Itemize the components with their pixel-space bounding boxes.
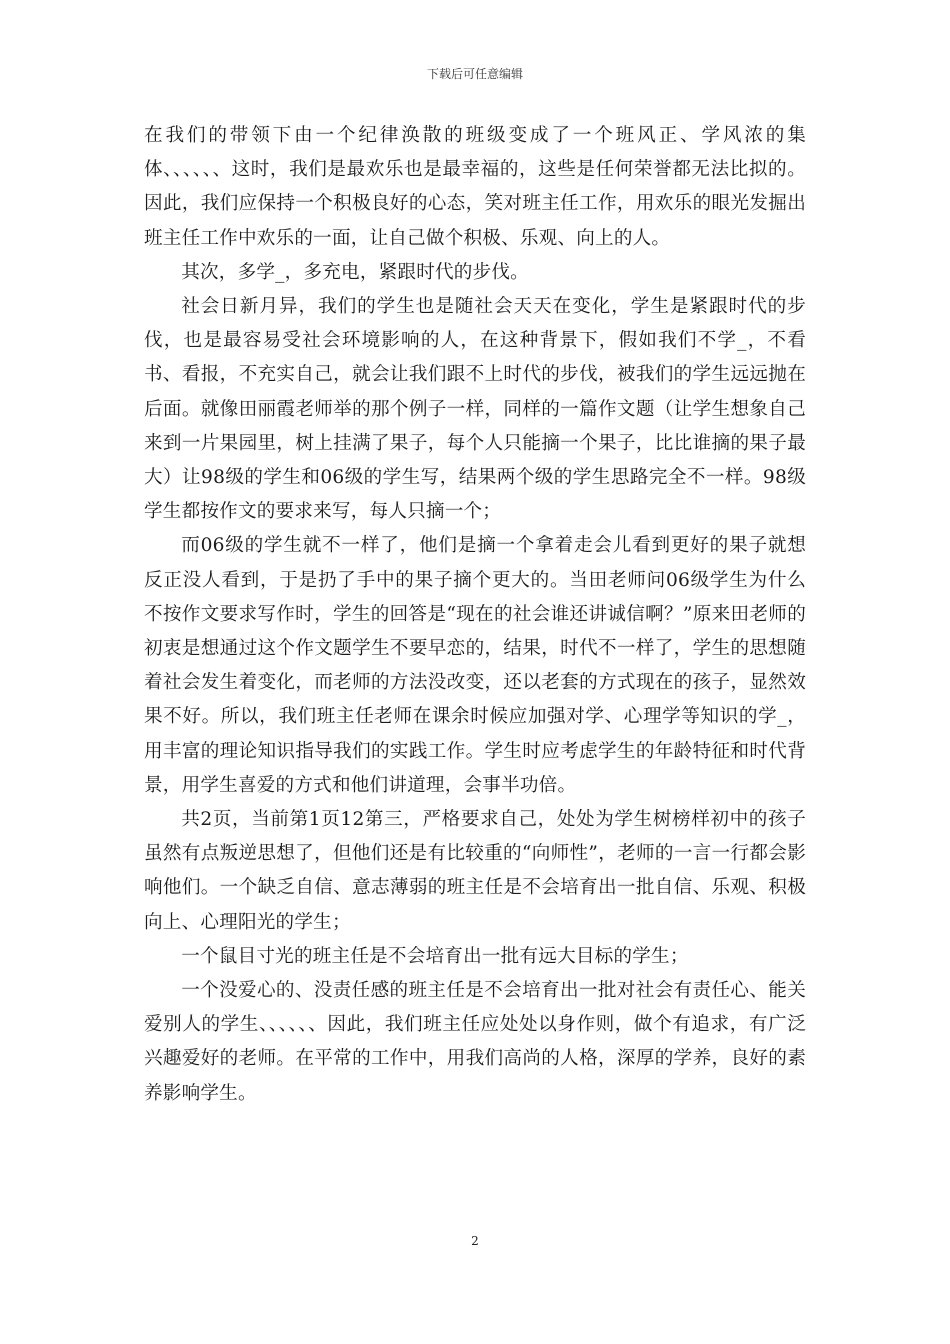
- page-header: 下载后可任意编辑: [426, 67, 523, 81]
- paragraph-1: 在我们的带领下由一个纪律涣散的班级变成了一个班风正、学风浓的集体、、、、、、这时，我们是最欢乐也是最幸福的，这些是任何荣誉都无法比拟的。因此，我们应保持一个积极良好的心态，笑对班主任工作，用欢乐的眼光发掘出班主任工作中欢乐的一面，让自己做个积极、乐观、向上的人。: [144, 125, 806, 249]
- paragraph-3: 社会日新月异，我们的学生也是随社会天天在变化，学生是紧跟时代的步伐，也是最容易受社会环境影响的人，在这种背景下，假如我们不学_，不看书、看报，不充实自己，就会让我们跟不上时代的步伐，被我们的学生远远抛在后面。就像田丽霞老师举的那个例子一样，同样的一篇作文题（让学生想象自己来到一片果园里，树上挂满了果子，每个人只能摘一个果子，比比谁摘的果子最大）让98级的学生和06级的学生写，结果两个级的学生思路完全不一样。98级学生都按作文的要求来写，每人只摘一个；: [144, 296, 806, 523]
- paragraph-7: 一个没爱心的、没责任感的班主任是不会培育出一批对社会有责任心、能关爱别人的学生、、、、、、因此，我们班主任应处处以身作则，做个有追求，有广泛兴趣爱好的老师。在平常的工作中，用我们高尚的人格，深厚的学养，良好的素养影响学生。: [144, 980, 806, 1104]
- paragraph-2: 其次，多学_，多充电，紧跟时代的步伐。: [181, 261, 529, 283]
- page-number: 2: [471, 1234, 479, 1248]
- paragraph-5: 共2页，当前第1页12第三，严格要求自己，处处为学生树榜样初中的孩子虽然有点叛逆思想了，但他们还是有比较重的“向师性”，老师的一言一行都会影响他们。一个缺乏自信、意志薄弱的班主任是不会培育出一批自信、乐观、积极向上、心理阳光的学生；: [144, 809, 806, 933]
- document-body: [144, 119, 806, 1111]
- paragraph-4: 而06级的学生就不一样了，他们是摘一个拿着走会儿看到更好的果子就想反正没人看到，于是扔了手中的果子摘个更大的。当田老师问06级学生为什么不按作文要求写作时，学生的回答是“现在的社会谁还讲诚信啊？”原来田老师的初衷是想通过这个作文题学生不要早恋的，结果，时代不一样了，学生的思想随着社会发生着变化，而老师的方法没改变，还以老套的方式现在的孩子，显然效果不好。所以，我们班主任老师在课余时候应加强对学、心理学等知识的学_，用丰富的理论知识指导我们的实践工作。学生时应考虑学生的年龄特征和时代背景，用学生喜爱的方式和他们讲道理，会事半功倍。: [144, 535, 806, 796]
- paragraph-6: 一个鼠目寸光的班主任是不会培育出一批有远大目标的学生；: [181, 945, 689, 967]
